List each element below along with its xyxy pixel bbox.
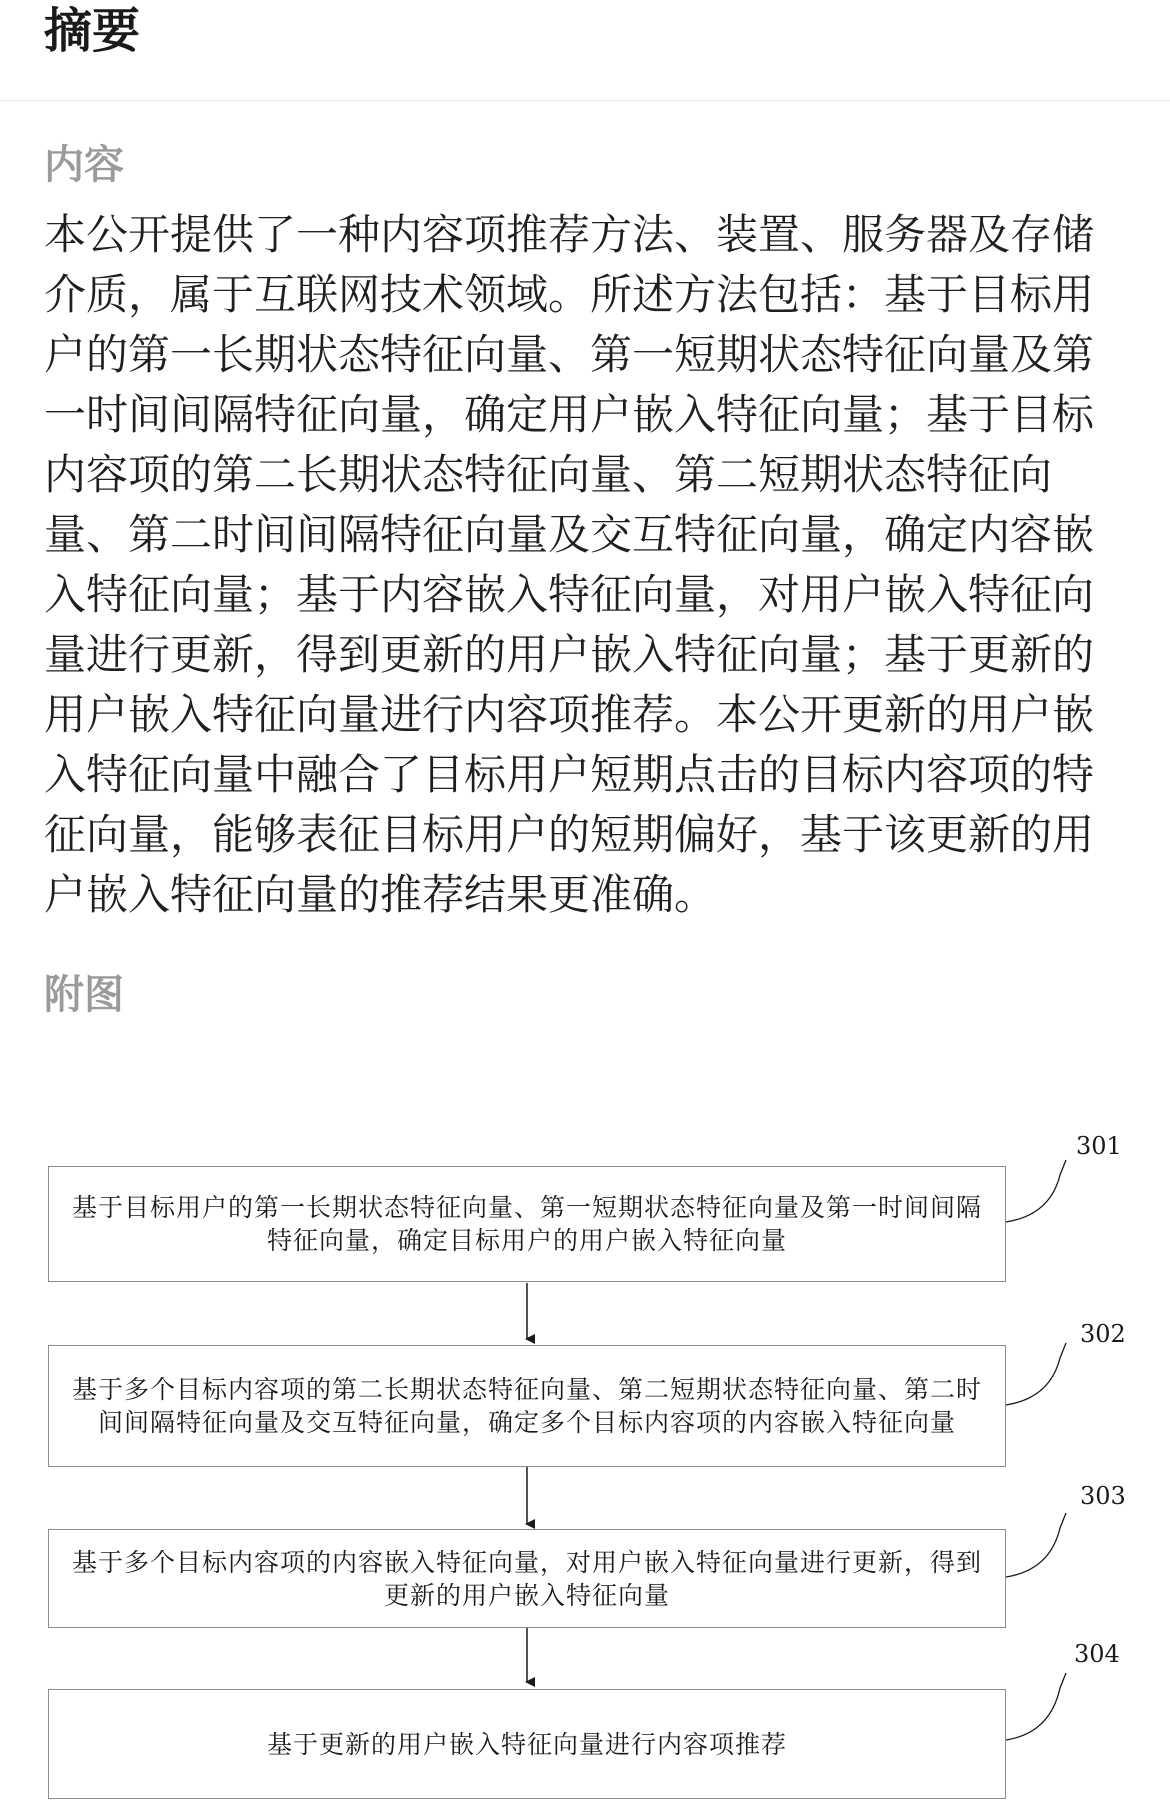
leader-line-303: [1006, 1513, 1066, 1577]
flowchart-figure: [0, 1100, 1170, 1818]
page-title: 摘要: [44, 3, 141, 59]
flow-step-304-line1: 基于更新的用户嵌入特征向量进行内容项推荐: [266, 1729, 787, 1759]
step-number-302: 302: [1080, 1320, 1126, 1348]
flow-step-304: [48, 1689, 1006, 1799]
content-section-label: 内容: [44, 142, 124, 188]
step-number-301: 301: [1076, 1132, 1122, 1160]
flow-step-301: [48, 1166, 1006, 1282]
leader-line-301: [1006, 1160, 1066, 1222]
flow-step-302-line1: 基于多个目标内容项的第二长期状态特征向量、第二短期状态特征向量、第二时: [71, 1375, 982, 1404]
flow-step-301-line1: 基于目标用户的第一长期状态特征向量、第一短期状态特征向量及第一时间间隔: [71, 1193, 982, 1222]
step-number-303: 303: [1080, 1482, 1126, 1510]
flow-step-301-line2: 特征向量，确定目标用户的用户嵌入特征向量: [266, 1226, 787, 1255]
flow-step-303-line1: 基于多个目标内容项的内容嵌入特征向量，对用户嵌入特征向量进行更新，得到: [71, 1547, 982, 1577]
flow-step-302-line2: 间间隔特征向量及交互特征向量，确定多个目标内容项的内容嵌入特征向量: [97, 1408, 956, 1437]
step-number-304: 304: [1074, 1640, 1120, 1668]
flow-step-303: [48, 1529, 1006, 1628]
leader-line-304: [1006, 1673, 1066, 1740]
abstract-text: 本公开提供了一种内容项推荐方法、装置、服务器及存储介质，属于互联网技术领域。所述方法包括：基于目标用户的第一长期状态特征向量、第一短期状态特征向量及第一时间间隔特征向量，确定用户嵌入特征向量；基于目标内容项的第二长期状态特征向量、第二短期状态特征向量、第二时间间隔特征向量及交互特征向量，确定内容嵌入特征向量；基于内容嵌入特征向量，对用户嵌入特征向量进行更新，得到更新的用户嵌入特征向量；基于更新的用户嵌入特征向量进行内容项推荐。本公开更新的用户嵌入特征向量中融合了目标用户短期点击的目标内容项的特征向量，能够表征目标用户的短期偏好，基于该更新的用户嵌入特征向量的推荐结果更准确。: [44, 210, 1095, 919]
figure-section-label: 附图: [44, 972, 124, 1018]
leader-line-302: [1006, 1343, 1066, 1405]
flow-step-303-line2: 更新的用户嵌入特征向量: [383, 1580, 670, 1610]
title-divider: [0, 100, 1170, 101]
flow-step-302: [48, 1345, 1006, 1467]
